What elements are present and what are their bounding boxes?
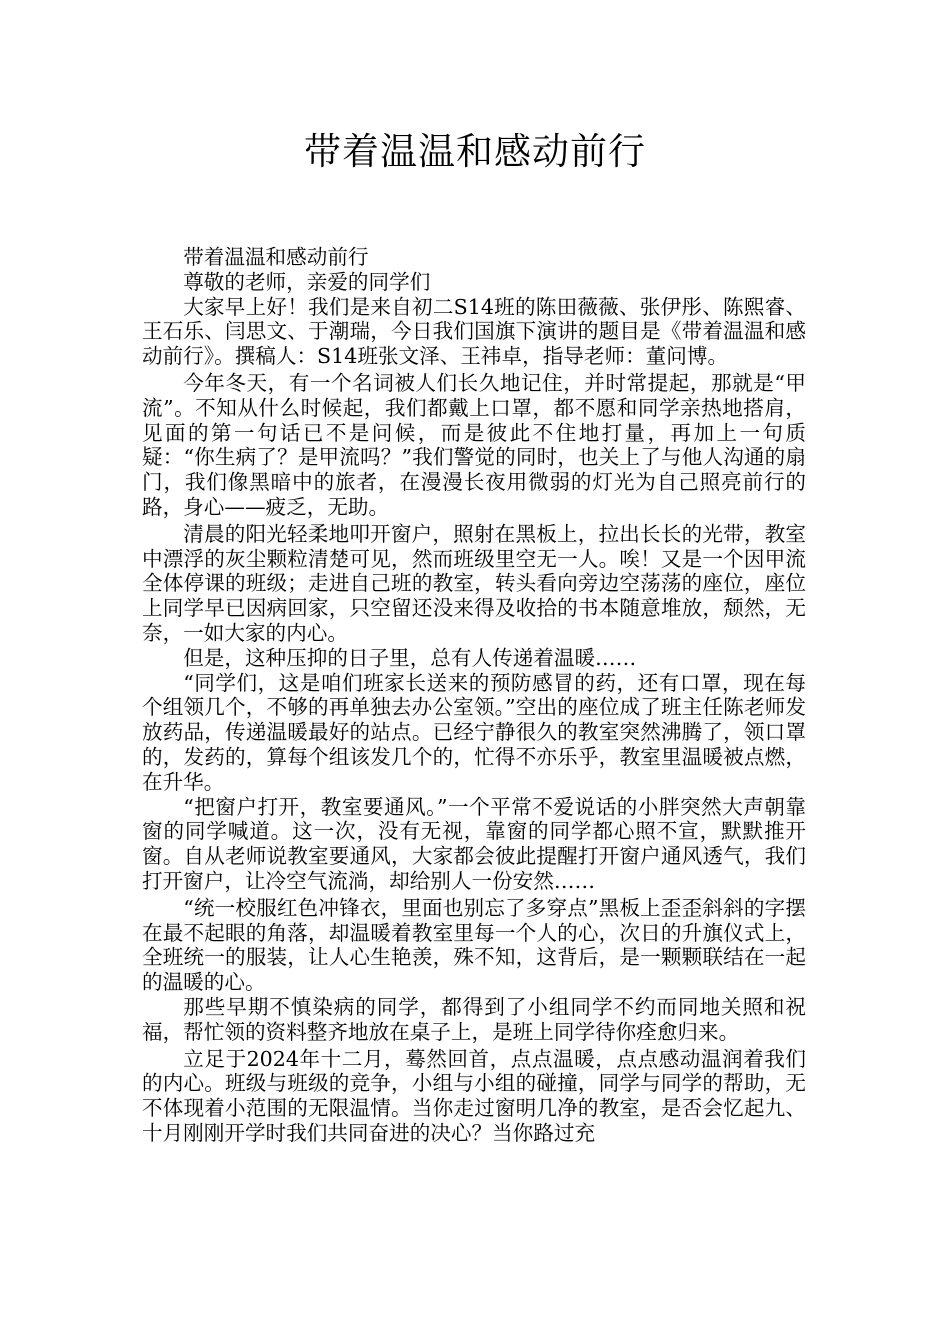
- paragraph-window: “把窗户打开，教室要通风。”一个平常不爱说话的小胖突然大声朝靠窗的同学喊道。这一次，没有无视，靠窗的同学都心照不宣，默默推开窗。自从老师说教室要通风，大家都会彼此提醒打开窗户通风透气，我们打开窗户，让冷空气流淌，却给别人一份安然……: [142, 794, 806, 893]
- paragraph-medicine: “同学们，这是咱们班家长送来的预防感冒的药，还有口罩，现在每个组领几个，不够的再单独去办公室领。”空出的座位成了班主任陈老师发放药品，传递温暖最好的站点。已经宁静很久的教室突然沸腾了，领口罩的，发药的，算每个组该发几个的，忙得不亦乐乎，教室里温暖被点燃，在升华。: [142, 670, 806, 794]
- paragraph-warmth: 但是，这种压抑的日子里，总有人传递着温暖……: [183, 645, 637, 670]
- document-title: 带着温温和感动前行: [304, 130, 646, 173]
- document-body: [142, 245, 806, 1146]
- paragraph-morning: 清晨的阳光轻柔地叩开窗户，照射在黑板上，拉出长长的光带，教室中漂浮的灰尘颗粒清楚可见，然而班级里空无一人。唉！又是一个因甲流全体停课的班级；走进自己班的教室，转头看向旁边空荡荡的座位，座位上同学早已因病回家，只空留还没来得及收拾的书本随意堆放，颓然，无奈，一如大家的内心。: [142, 521, 806, 645]
- paragraph-salutation: 尊敬的老师，亲爱的同学们: [183, 269, 431, 294]
- paragraph-uniform: “统一校服红色冲锋衣，里面也别忘了多穿点”黑板上歪歪斜斜的字摆在最不起眼的角落，却温暖着教室里每一个人的心，次日的升旗仪式上，全班统一的服装，让人心生艳羡，殊不知，这背后，是一颗颗联结在一起的温暖的心。: [142, 895, 806, 995]
- paragraph-sick-classmates: 那些早期不慎染病的同学，都得到了小组同学不约而同地关照和祝福，帮忙领的资料整齐地放在桌子上，是班上同学待你痊愈归来。: [142, 994, 806, 1044]
- paragraph-subtitle: 带着温温和感动前行: [183, 245, 369, 269]
- paragraph-winter: 今年冬天，有一个名词被人们长久地记住，并时常提起，那就是“甲流”。不知从什么时候起，我们都戴上口罩，都不愿和同学亲热地搭肩，见面的第一句话已不是问候，而是彼此不住地打量，再加上一句质疑：“你生病了？是甲流吗？”我们警觉的同时，也关上了与他人沟通的扇门，我们像黑暗中的旅者，在漫漫长夜用微弱的灯光为自己照亮前行的路，身心——疲乏，无助。: [142, 370, 806, 519]
- paragraph-intro: 大家早上好！我们是来自初二S14班的陈田薇薇、张伊彤、陈熙睿、王石乐、闫思文、于潮瑞，今日我们国旗下演讲的题目是《带着温温和感动前行》。撰稿人：S14班张文泽、王祎卓，指导老师：董问博。: [142, 294, 806, 369]
- paragraph-reflection: 立足于2024年十二月，蓦然回首，点点温暖，点点感动温润着我们的内心。班级与班级的竞争，小组与小组的碰撞，同学与同学的帮助，无不体现着小范围的无限温情。当你走过窗明几净的教室，是否会忆起九、十月刚刚开学时我们共同奋进的决心？当你路过充: [142, 1046, 806, 1145]
